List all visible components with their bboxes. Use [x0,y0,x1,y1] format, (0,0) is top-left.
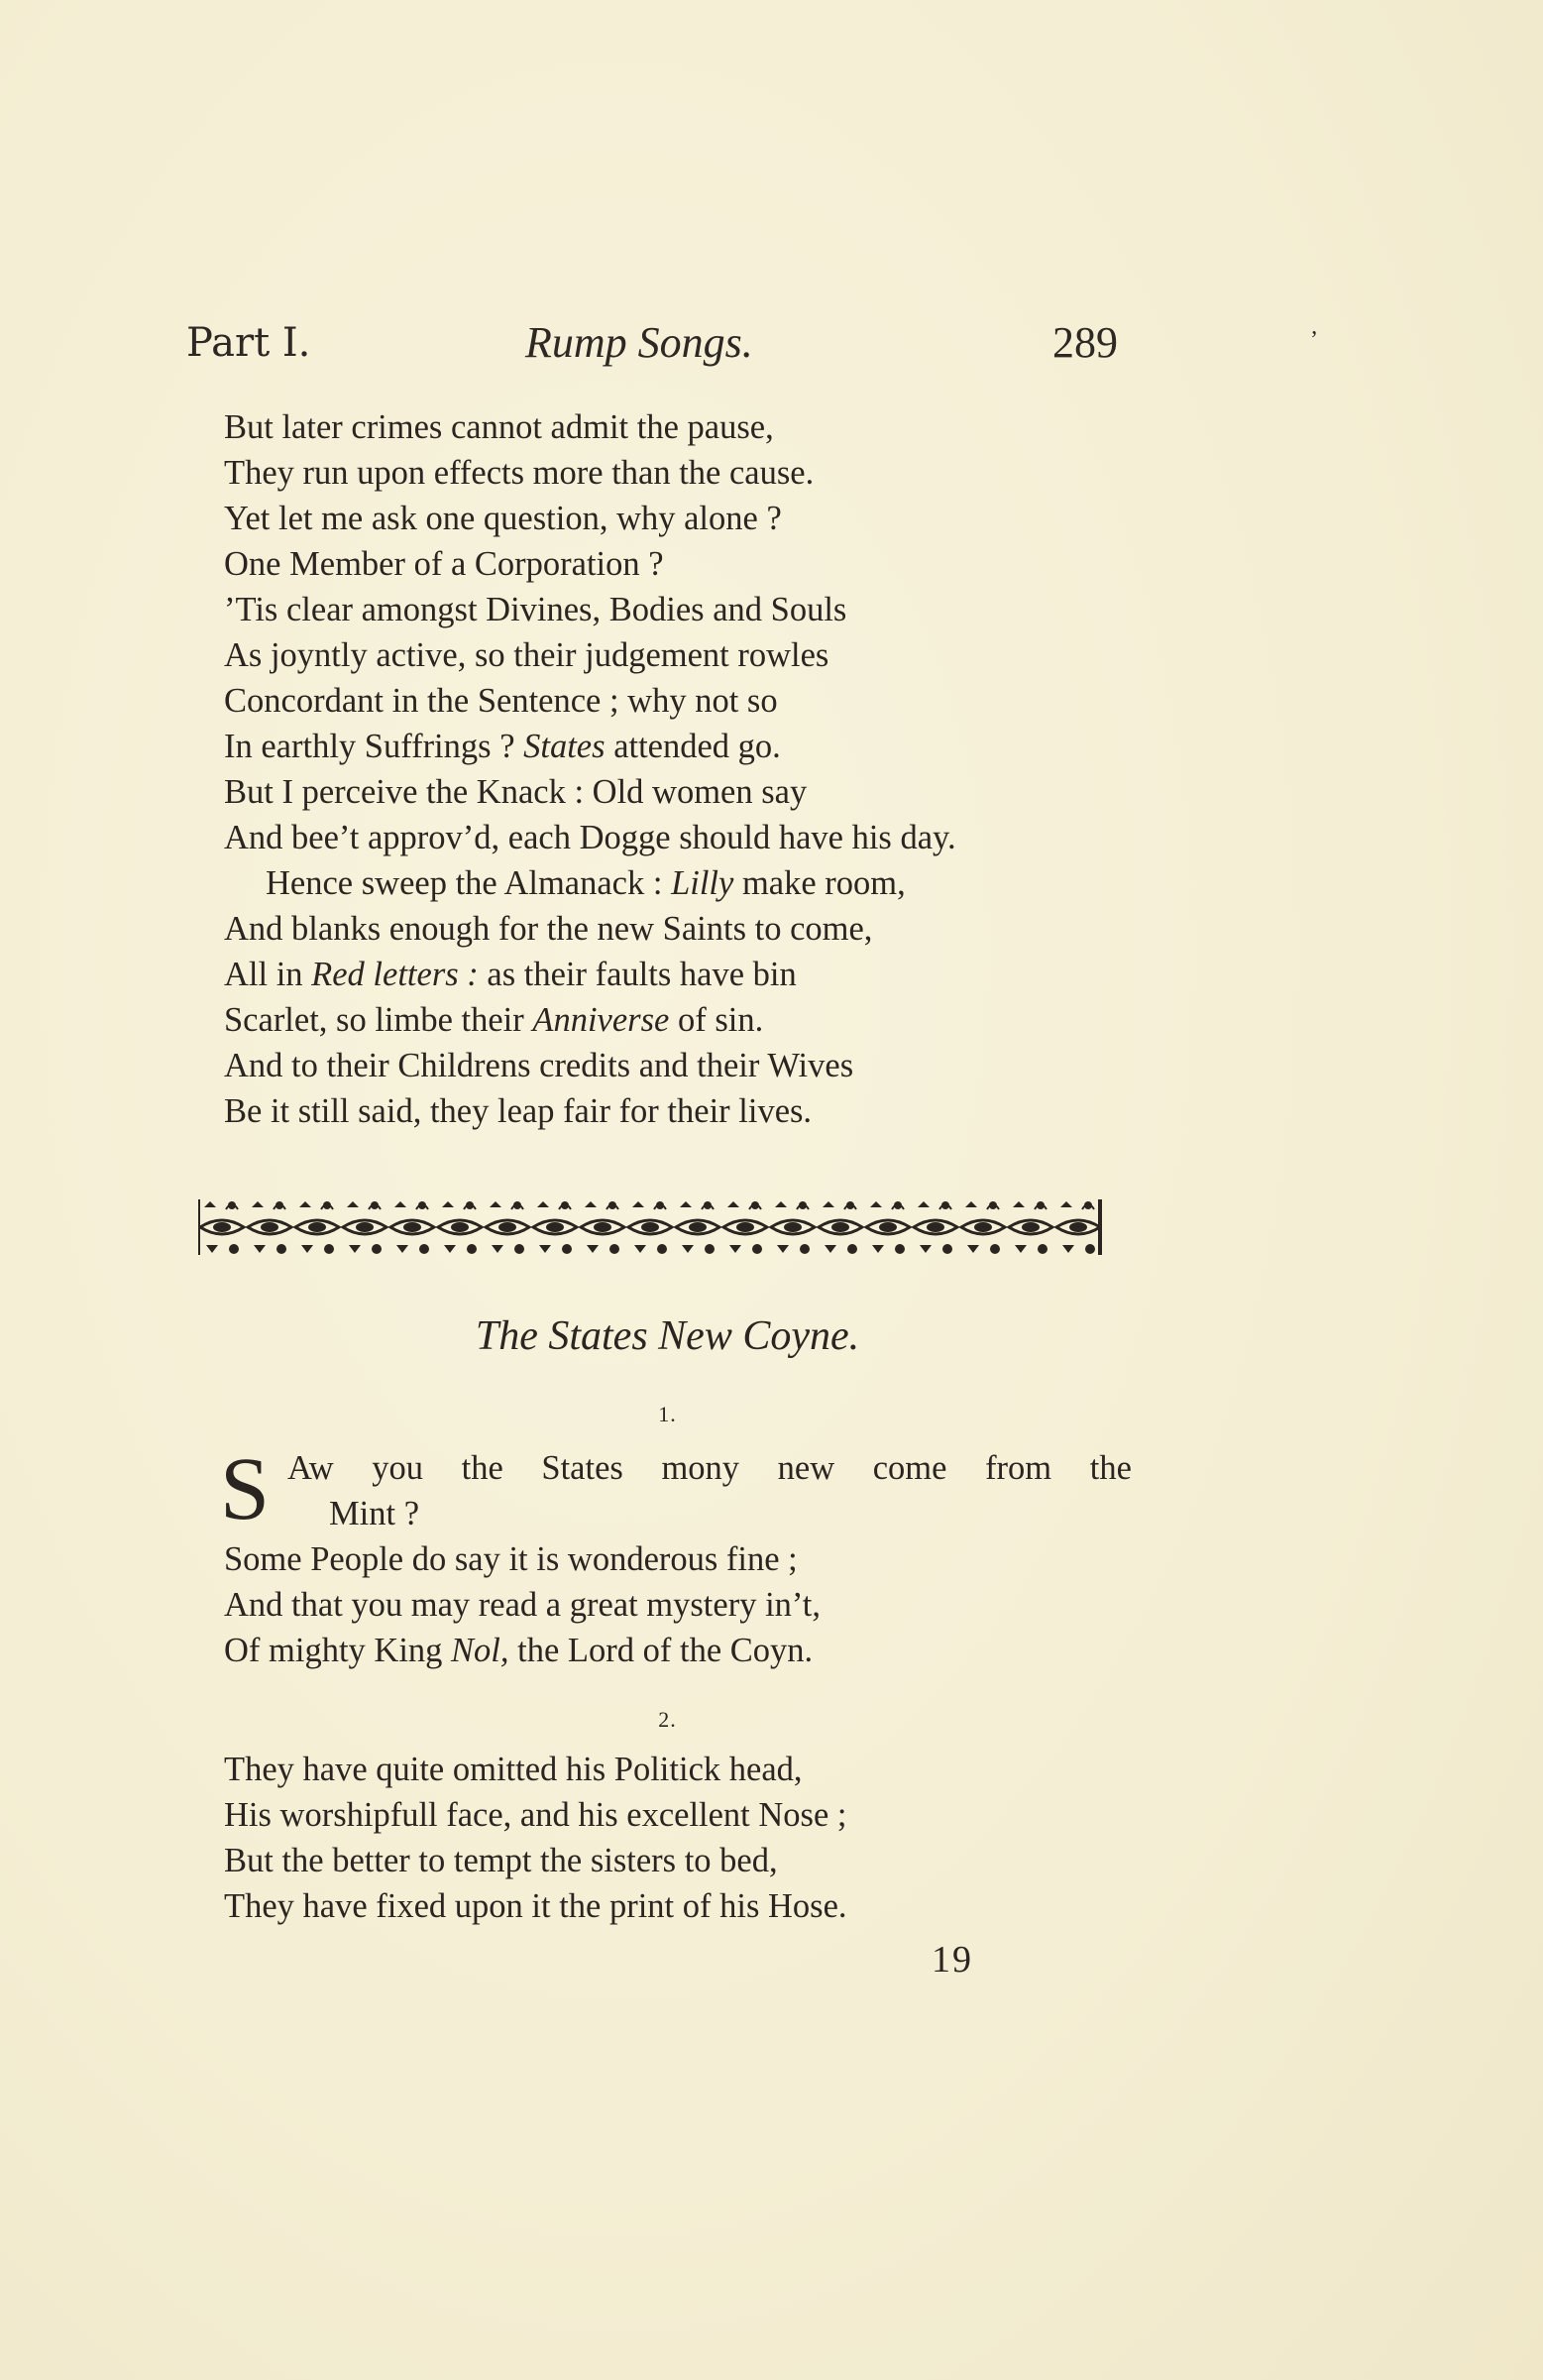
verse-line [224,496,956,541]
running-head-part: Part I. [186,320,311,366]
verse-line [224,769,956,815]
stanza-1-first-line [287,1445,1132,1491]
verse-line [224,404,956,450]
verse-text: And bee’t approv’d, each Dogge should have his day. [224,819,956,856]
edge-mark: ’ [1310,327,1318,353]
verse-line [224,997,956,1043]
verse-line [224,1628,821,1673]
stanza-1-continuation: Mint ? [329,1495,420,1532]
verse-line [224,450,956,496]
italic-text: Lilly [671,864,734,902]
running-head-title: Rump Songs. [525,318,753,367]
verse-text: Be it still said, they leap fair for their lives. [224,1092,813,1130]
first-line-word: from [985,1449,1052,1487]
first-line-word: Aw [287,1449,334,1487]
stanza-2-lines [224,1747,847,1929]
verse-text: They run upon effects more than the cause. [224,454,815,492]
verse-text: attended go. [605,728,781,765]
page-number: 289 [1052,318,1118,367]
verse-text: But later crimes cannot admit the pause, [224,408,774,446]
verse-text: Yet let me ask one question, why alone ? [224,500,782,537]
verse-line [224,678,956,724]
verse-text: And blanks enough for the new Saints to come, [224,910,873,948]
verse-text: One Member of a Corporation ? [224,545,664,583]
first-line-word: States [541,1449,623,1487]
verse-text: And that you may read a great mystery in’t, [224,1586,821,1624]
verse-line [224,906,956,952]
verse-line [224,860,956,906]
verse-text: Of mighty King [224,1632,452,1669]
verse-text: Hence sweep the Almanack : [266,864,672,902]
verse-line [224,632,956,678]
first-line-word: you [372,1449,424,1487]
verse-text: make room, [733,864,906,902]
verse-line [224,1088,956,1134]
ornamental-divider [198,1197,1102,1257]
verse-text: Concordant in the Sentence ; why not so [224,682,778,720]
verse-line [224,1792,847,1838]
stanza-1-lines [224,1536,821,1673]
first-line-word: mony [661,1449,740,1487]
verse-text: His worshipfull face, and his excellent Nose ; [224,1796,847,1834]
italic-text: Nol, [451,1632,509,1669]
verse-line [224,587,956,632]
verse-line [224,1838,847,1883]
first-line-word: new [777,1449,835,1487]
verse-text: They have quite omitted his Politick head, [224,1751,803,1788]
first-line-word: the [461,1449,503,1487]
preceding-poem-verse [224,404,956,1134]
signature-mark: 19 [932,1939,973,1981]
verse-text: They have fixed upon it the print of his Hose. [224,1887,847,1925]
verse-text: All in [224,956,312,993]
verse-line [224,1883,847,1929]
stanza-number-2: 2. [658,1707,677,1732]
verse-line [224,1536,821,1582]
stanza-number-1: 1. [658,1402,677,1426]
poem-title: The States New Coyne. [475,1313,860,1359]
verse-line [224,724,956,769]
verse-text: As joyntly active, so their judgement rowles [224,636,829,674]
verse-line [224,1043,956,1088]
verse-line [224,1582,821,1628]
first-line-word: come [872,1449,947,1487]
verse-text: And to their Childrens credits and their Wives [224,1047,854,1084]
verse-text: as their faults have bin [478,956,797,993]
verse-text: ’Tis clear amongst Divines, Bodies and Souls [224,591,847,628]
verse-text: of sin. [669,1001,764,1039]
verse-line [224,541,956,587]
verse-text: Scarlet, so limbe their [224,1001,533,1039]
verse-text: But I perceive the Knack : Old women say [224,773,808,811]
verse-text: In earthly Suffrings ? [224,728,524,765]
italic-text: Red letters : [311,956,479,993]
verse-text: But the better to tempt the sisters to bed, [224,1842,778,1879]
verse-text: the Lord of the Coyn. [508,1632,814,1669]
verse-text: Some People do say it is wonderous fine ; [224,1540,798,1578]
italic-text: Anniverse [532,1001,670,1039]
drop-cap: S [220,1440,271,1538]
verse-line [224,1747,847,1792]
first-line-word: the [1089,1449,1132,1487]
verse-line [224,815,956,860]
verse-line [224,952,956,997]
italic-text: States [523,728,606,765]
